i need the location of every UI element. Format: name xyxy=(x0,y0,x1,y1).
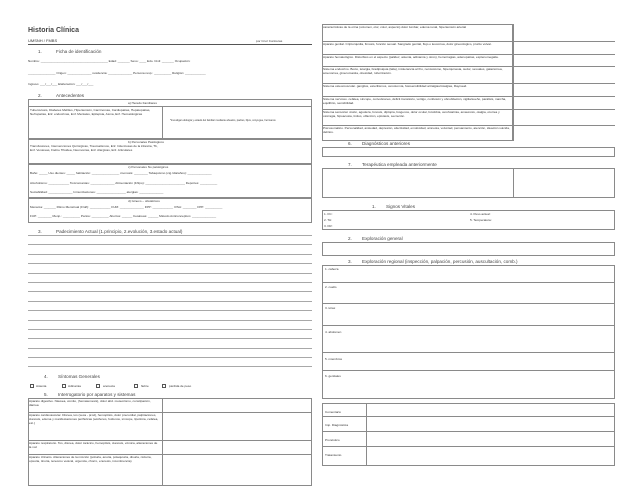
title-rule xyxy=(28,44,312,45)
right-page xyxy=(322,24,615,466)
sys-nervioso: Sistema nervioso. cefalea, síncope, convulsiones, déficit transitorio, vértigo, confusión y obnubilación, vigilia/sueño, parálisis, marcha, equilibrio, sensibilidad. xyxy=(323,97,507,106)
section-5-label: Interrogatorio por aparatos y sistemas xyxy=(58,392,136,397)
section-3-number: 3. xyxy=(38,229,42,234)
therapy-vsep xyxy=(513,168,514,198)
section-4-number: 4. xyxy=(44,374,48,379)
sys-psicosomatico: Psicosomático. Personalidad, ansiedad, depresión, afectividad, emotividad, amnesia, voluntad, pensamiento, atención, ideación suicida, delirios. xyxy=(323,126,510,135)
regional-table xyxy=(322,265,615,399)
system-urinario: Aparato Urinario. Alteraciones de la micción (poliuria, anuria, polaquiuria, disuria, nicturia, opsuria, tinuria, tenesmo vesical, urgencia, chorro, enuresis, incontinencia) xyxy=(29,455,152,464)
system-digestivo: Aparato digestivo. Náusea, vomito, (hematemesis), dolor abd. meteorismo, constipación, diarrea xyxy=(29,399,151,408)
ahf-vsep xyxy=(162,106,163,139)
section-2-number: 2. xyxy=(38,93,42,98)
reg-row-2 xyxy=(322,303,615,304)
vital-fr[interactable]: 3. FR: xyxy=(324,224,333,228)
institution-label: UMSNH / FMBS xyxy=(28,38,58,43)
ago-line-1[interactable]: Menarca: _______ Ritmo Menstrual (F/d/i): ____________ FUM: ______________ FPP: ____________ IVSA: ________ FPP: __________ xyxy=(30,205,223,209)
closing-imp-diagnostica[interactable]: Imp. Diagnóstica xyxy=(325,423,349,427)
section-6-number: 6. xyxy=(348,141,352,146)
system-cardiovascular: Aparato cardiovascular. Disnea, tos (seca - prod), hemoptisis, dolor precordial, palpitaciones, cianosis, edema y manifestaciones periféricas (acúfenos, fosfenos, síncope, lipotimia, cefalea, etc.) xyxy=(29,413,159,426)
section-4-label: Síntomas Generales xyxy=(58,374,100,379)
expl-general-label: Exploración general xyxy=(362,236,403,241)
reg-row-5 xyxy=(322,370,615,371)
ficha-line-3[interactable]: Ingreso: ___/___/___ Elaboración: ___/___/___ xyxy=(28,82,94,86)
ficha-line-1[interactable]: Nombre: _______________________________________ Edad: _______ Sexo: ____ Edo. Civil: _______ Ocupación: xyxy=(28,59,191,63)
closing-comentario[interactable]: Comentario xyxy=(325,410,341,414)
ficha-line-2[interactable]: ________________ Origen: ______________ residencia: ______________ Persona resp.: __________ Religión: ____________ xyxy=(28,71,206,75)
symptom-astenia: Astenia xyxy=(36,384,47,388)
reg-row-1 xyxy=(322,282,615,283)
vitals-label: Signos Vitales xyxy=(386,204,416,209)
symptom-anorexia: anorexia xyxy=(103,384,115,388)
section-1-number: 1. xyxy=(38,49,42,54)
checkbox-anorexia[interactable] xyxy=(96,384,100,388)
left-page xyxy=(24,8,316,488)
section-2-label: Antecedentes xyxy=(56,93,85,98)
region-cuello[interactable]: 2. cuello xyxy=(325,285,337,289)
ago-box xyxy=(28,198,312,223)
ago-label: d) Gineco – obstétricos xyxy=(128,199,160,203)
vitals-number: 1. xyxy=(372,204,376,209)
region-cabeza[interactable]: 1. cabeza xyxy=(325,267,339,271)
therapy-field[interactable] xyxy=(322,168,615,198)
expl-general-field[interactable] xyxy=(322,242,615,256)
vital-peso[interactable]: 4. Peso actual: xyxy=(470,212,491,216)
app-text: Transfusiones, Intervenciones Quirúrgicas, Traumatismos, Enf. Infecciosas de la infancia, Tb, Enf. Venéreas, Fiebre Tifoidea, Neumonías, Enf. Alérgicas, Enf. Articulares xyxy=(30,144,158,153)
apnp-label: c) Personales No patológicos xyxy=(128,165,169,169)
ago-line-2[interactable]: FUP: ________ Menp.: __________ Partos: __________ Abortos: ______ Cesáreas: ______ Método Anticonceptivo: ______________ xyxy=(30,214,217,218)
closing-row-2 xyxy=(322,431,615,432)
checkbox-adinamia[interactable] xyxy=(62,384,66,388)
sys-osteomuscular: Sistema osteomuscular. ganglios, esterilismos, xerostomía, fotosensibilidad artralgias/mialgias, Raynaud. xyxy=(323,84,468,88)
symptom-adinamia: Adinamia xyxy=(68,384,81,388)
apnp-line-2[interactable]: Alcoholismo: ____________ Toxicomanías: ______________ Alimentación (F/tipo): _______________________ Deportes: __________ xyxy=(30,181,218,185)
apnp-line-3[interactable]: Sociabilidad: ______________ Inmunizaciones: _________________ alergias: ______________ xyxy=(30,190,164,194)
section-5-number: 5. xyxy=(44,392,48,397)
region-miembros[interactable]: 5. miembros xyxy=(325,357,343,361)
expl-regional-number: 3. xyxy=(348,259,352,264)
apnp-line-1[interactable]: Baño: _____ Uso dientes: _____ habitación: ________________ zoonosis: ________ Tabaquismo (cig./día/años): ______________ xyxy=(30,171,212,175)
section-7-number: 7. xyxy=(348,162,352,167)
sys-urinario-cont: características de la orina (volumen, olor, color, aspecto) dolor lumbar, edema renal, hipertensión arterial xyxy=(323,25,467,29)
ahf-divider xyxy=(28,106,312,107)
sys-sensorial: Sistema sensorial. visión, agudeza, fonosis, diplopía, fosgenos, dolor ocular, fotofobia, xerofotalmia, amaurosis, otalgia, otorrea y otorragia, hipoacusia, tinitus, olfacción, epistaxis, secreción. xyxy=(323,110,500,119)
author-label: por Cruz Contreras xyxy=(256,39,283,43)
ahf-label: a) Heredo Familiares xyxy=(128,101,157,105)
vital-temperatura[interactable]: 5. Temperatura: xyxy=(470,218,492,222)
reg-row-3 xyxy=(322,325,615,326)
sys-hematologico: Aparato hematológico. Disturbios en el aspecto (palidez, astenia, adinamia y otros), hemorragias, adenopatías, esplenomegalia. xyxy=(323,55,499,59)
sys-genital: Aparato genital. Criptorquidia, fimosis, función sexual. Sangrado genital, flujo o leucorrea, dolor ginecológico, prurito vulvar. xyxy=(323,42,492,46)
reg-row-4 xyxy=(322,352,615,353)
section-6-label: Diagnósticos anteriores xyxy=(362,141,411,146)
ahf-note: *Investigar etiología y estado del familiar mediante abuelos, padres, hijos, conyugue, hermanos xyxy=(170,119,276,122)
region-abdomen[interactable]: 4. abdomen xyxy=(325,330,342,334)
checkbox-astenia[interactable] xyxy=(30,384,34,388)
section-1-label: Ficha de identificación xyxy=(56,49,102,54)
section-7-label: Terapéutica empleada anteriormente xyxy=(362,162,437,167)
checkbox-perdida-peso[interactable] xyxy=(162,384,166,388)
closing-vsep xyxy=(366,403,367,466)
vital-fc[interactable]: 1. FC: xyxy=(324,212,333,216)
symptom-perdida-peso: pérdida de peso xyxy=(169,384,192,388)
vitals-box xyxy=(322,210,615,230)
closing-tratamiento[interactable]: Tratamiento xyxy=(325,453,342,457)
app-label: b) Personales Patológicos xyxy=(128,140,164,144)
sys-endocrino: Sistema endocrino. Bocio, letargia, bradipsiquia (lalia), intolerancia al frío, nerviosismo, hiperquinesia, sudor, sexuales, galactorrea, amenorrea, ginecomastia, obesidad, ruborización. xyxy=(323,67,503,76)
diag-field[interactable] xyxy=(322,147,615,157)
closing-row-3 xyxy=(322,446,615,447)
expl-regional-label: Exploración regional (inspección, palpación, percusión, auscultación, comb.) xyxy=(362,259,518,264)
closing-pronostico[interactable]: Pronóstico xyxy=(325,438,340,442)
closing-row-1 xyxy=(322,416,615,417)
section-3-label: Padecimiento Actual (1.principio, 2.evolución, 3.estado actual) xyxy=(56,229,183,234)
page-title: Historia Clínica xyxy=(28,27,79,34)
vital-ta[interactable]: 2. TA: xyxy=(324,218,332,222)
expl-general-number: 2. xyxy=(348,236,352,241)
ahf-text: Tuberculosis, Diabetes Mellitus, Hipertensión, Carcinomas, Cardiopatías, Hepatopatías, Nefropatías, Enf. endocrinas, Enf. Mentales, Epilepsia, Asma, Enf. Hematológicas xyxy=(30,108,151,117)
symptom-fiebre: fiebre xyxy=(141,384,149,388)
system-respiratorio: Aparato respiratorio. Tos, disnea, dolor torácico, hemoptisis, cianosis, vómica, alteraciones de la voz xyxy=(29,441,158,450)
region-genitales[interactable]: 6. genitales xyxy=(325,374,341,378)
padecimiento-lines[interactable] xyxy=(28,235,312,368)
region-torax[interactable]: 3. tórax xyxy=(325,306,336,310)
checkbox-fiebre[interactable] xyxy=(134,384,138,388)
